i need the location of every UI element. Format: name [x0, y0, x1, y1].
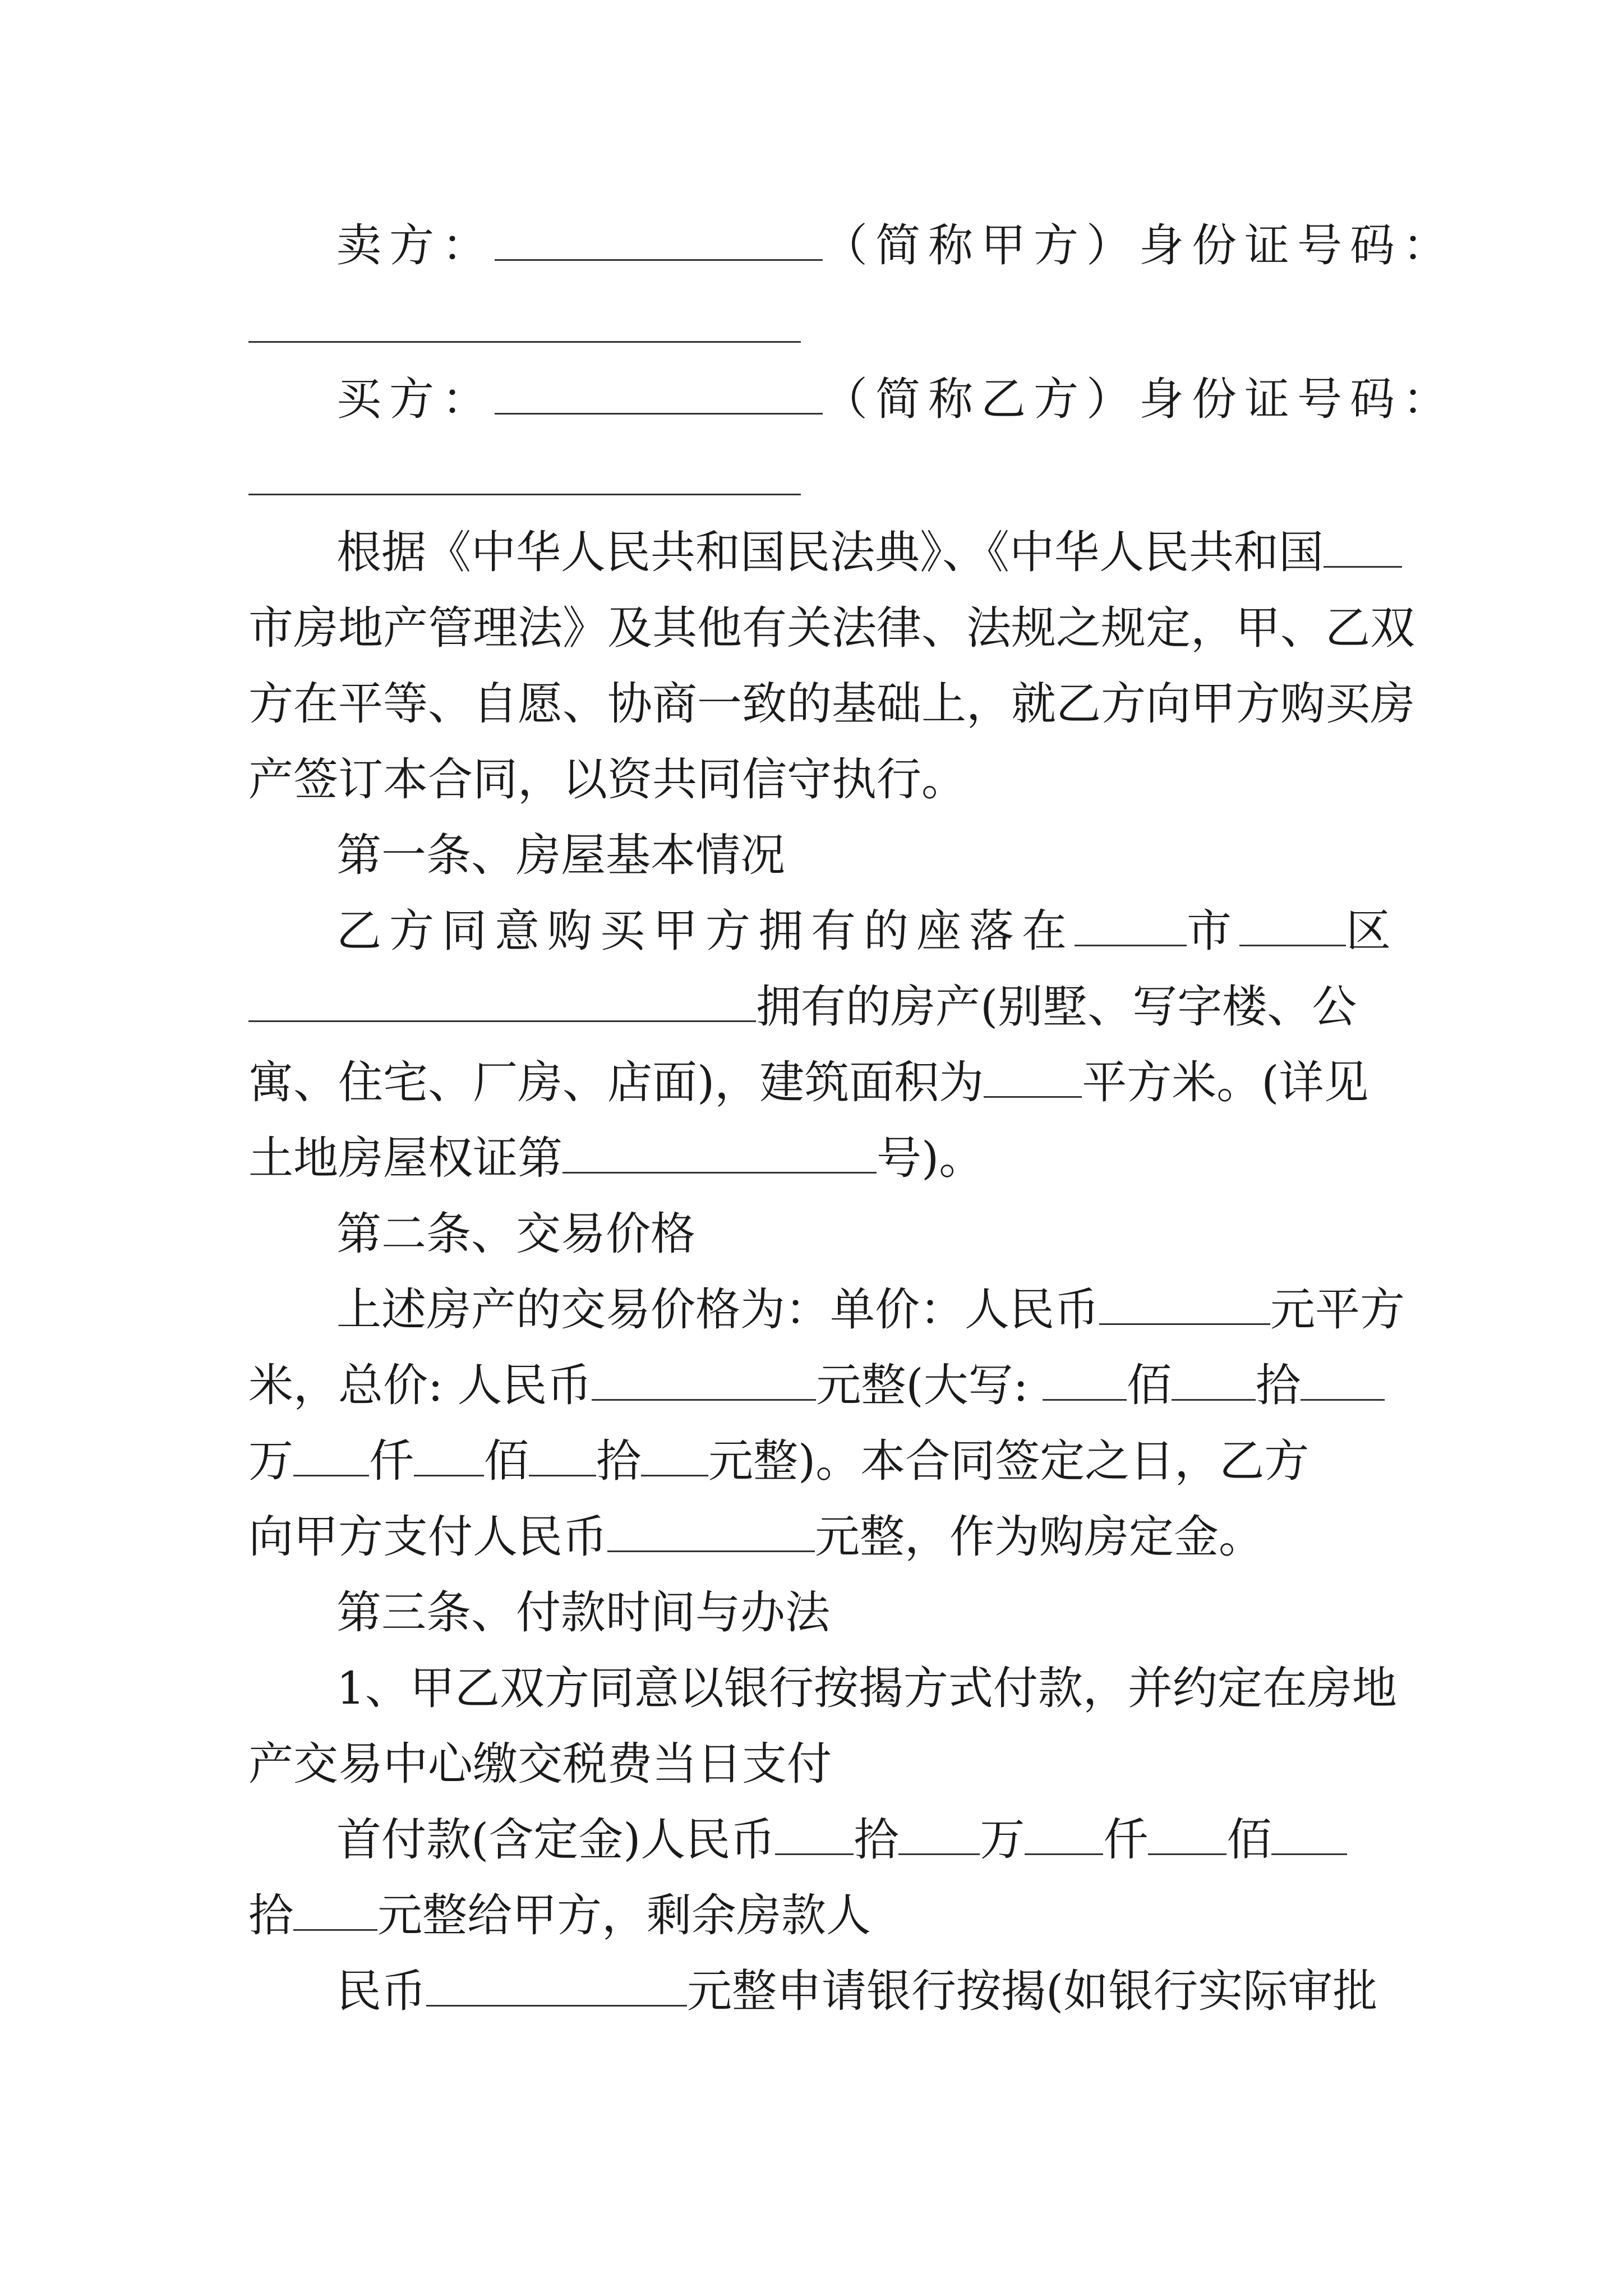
a2-text-2b: 元整(大写:	[816, 1359, 1043, 1411]
article1-line-2	[248, 979, 1387, 1035]
seller-mid-text: （简称甲方）身份证号码：	[823, 219, 1455, 272]
a2-bai2-text: 佰	[484, 1435, 529, 1487]
a2-text-2: 米，总价: 人民币	[248, 1359, 592, 1411]
a3-qian-text: 仟	[1103, 1814, 1149, 1866]
a3-shi-blank[interactable]	[775, 1812, 854, 1855]
seller-label: 卖方：	[336, 219, 495, 272]
article3-line-2: 产交易中心缴交税费当日支付	[248, 1738, 832, 1790]
a3-loan-blank[interactable]	[426, 1963, 687, 2007]
article1-line-1	[336, 903, 1399, 959]
a1-text-4b: 号)。	[877, 1132, 984, 1184]
article3-heading: 第三条、付款时间与办法	[336, 1586, 830, 1639]
a3-text-3: 首付款(含定金)人民币	[336, 1814, 776, 1866]
a2-wan-blank[interactable]	[1301, 1358, 1385, 1401]
a2-deposit-blank[interactable]	[607, 1509, 815, 1552]
a2-shi-text: 拾	[1255, 1359, 1301, 1411]
seller-name-blank[interactable]	[495, 218, 823, 261]
article2-heading: 第二条、交易价格	[336, 1208, 695, 1260]
a3-text-5: 民币	[336, 1965, 426, 2017]
a2-text-4b: 元整，作为购房定金。	[815, 1511, 1264, 1563]
article3-line-5	[336, 1963, 1387, 2019]
seller-id-blank[interactable]	[248, 341, 801, 343]
intro-text-1: 根据《中华人民共和国民法典》、《中华人民共和国	[336, 526, 1324, 578]
city-blank[interactable]	[1324, 524, 1402, 568]
a3-wan-text: 万	[980, 1814, 1025, 1866]
a1-district-text: 区	[1346, 905, 1399, 957]
seller-line	[336, 218, 1455, 274]
buyer-label: 买方：	[336, 373, 495, 425]
a1-district-blank[interactable]	[1239, 903, 1346, 946]
article1-line-3	[248, 1055, 1387, 1111]
buyer-mid-text: （简称乙方）身份证号码：	[823, 373, 1455, 425]
a3-shi2-text: 拾	[248, 1889, 293, 1941]
buyer-line	[336, 371, 1455, 427]
buyer-id-blank[interactable]	[248, 494, 801, 495]
a1-address-blank[interactable]	[248, 979, 756, 1022]
a2-total-price-blank[interactable]	[592, 1358, 816, 1401]
a2-bai-blank[interactable]	[1043, 1358, 1127, 1401]
a2-text-1b: 元平方	[1270, 1283, 1405, 1336]
a1-text-4: 土地房屋权证第	[248, 1132, 562, 1184]
article2-line-3	[248, 1433, 1387, 1489]
a3-qian-blank[interactable]	[1025, 1812, 1103, 1855]
a3-text-4b: 元整给甲方，剩余房款人	[377, 1889, 871, 1941]
article3-line-3	[336, 1812, 1387, 1868]
article1-line-4	[248, 1130, 1387, 1186]
a3-wan-blank[interactable]	[898, 1812, 980, 1855]
article2-line-2	[248, 1358, 1387, 1414]
a3-bai-blank[interactable]	[1148, 1812, 1227, 1855]
a3-shi-text: 拾	[854, 1814, 899, 1866]
intro-line-1	[336, 524, 1387, 581]
article2-line-4	[248, 1509, 1387, 1565]
a2-text-1: 上述房产的交易价格为：单价：人民币	[336, 1283, 1099, 1336]
a2-shi2-blank[interactable]	[529, 1433, 596, 1476]
intro-line-4: 产签订本合同，以资共同信守执行。	[248, 753, 966, 806]
a1-text-3: 寓、住宅、厂房、店面)，建筑面积为	[248, 1056, 984, 1108]
a2-unit-price-blank[interactable]	[1099, 1282, 1270, 1325]
a2-wan-text: 万	[248, 1435, 293, 1487]
a3-bai-text: 佰	[1227, 1814, 1272, 1866]
a1-text-3b: 平方米。(详见	[1082, 1056, 1369, 1108]
a2-bai2-blank[interactable]	[414, 1433, 484, 1476]
a2-qian-text: 仟	[369, 1435, 414, 1487]
a2-shi2-text: 拾	[596, 1435, 641, 1487]
a1-certificate-blank[interactable]	[562, 1130, 877, 1174]
a2-text-3e: 元整)。本合同签定之日，乙方	[708, 1435, 1310, 1487]
a3-text-5b: 元整申请银行按揭(如银行实际审批	[687, 1965, 1378, 2017]
a1-city-text: 市	[1187, 905, 1239, 957]
buyer-name-blank[interactable]	[495, 371, 823, 415]
a3-yuan-blank[interactable]	[293, 1888, 377, 1931]
article3-line-4	[248, 1888, 1387, 1944]
a2-qian-blank[interactable]	[293, 1433, 369, 1476]
a1-text-2: 拥有的房产(别墅、写字楼、公	[756, 981, 1357, 1033]
a1-area-blank[interactable]	[984, 1055, 1082, 1098]
a1-text-1: 乙方同意购买甲方拥有的座落在	[336, 905, 1075, 957]
article1-heading: 第一条、房屋基本情况	[336, 829, 785, 881]
a2-yuan-blank[interactable]	[641, 1433, 708, 1476]
intro-line-3: 方在平等、自愿、协商一致的基础上，就乙方向甲方购买房	[248, 678, 1415, 730]
article2-line-1	[336, 1282, 1405, 1338]
a1-city-blank[interactable]	[1075, 903, 1187, 946]
article3-line-1: 1、甲乙双方同意以银行按揭方式付款，并约定在房地	[336, 1662, 1397, 1714]
intro-line-2: 市房地产管理法》及其他有关法律、法规之规定，甲、乙双	[248, 602, 1415, 654]
a3-shi2-blank[interactable]	[1271, 1812, 1347, 1855]
a2-bai-text: 佰	[1126, 1359, 1172, 1411]
a2-text-4: 向甲方支付人民币	[248, 1511, 607, 1563]
a2-shi-blank[interactable]	[1172, 1358, 1256, 1401]
